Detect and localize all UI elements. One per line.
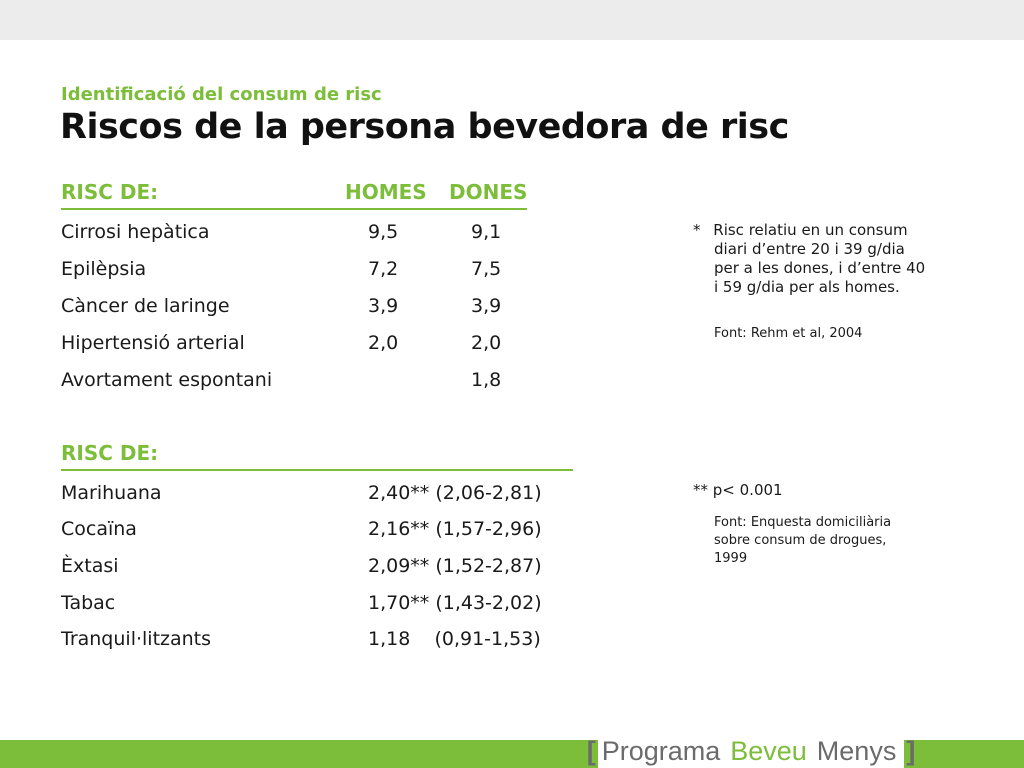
dones-value: 7,5: [471, 258, 502, 280]
table-row: [61, 628, 621, 658]
table-row: [61, 295, 621, 325]
homes-value: 7,2: [368, 258, 399, 280]
table-row: [61, 369, 621, 399]
footnote-mark: *: [693, 221, 701, 239]
risk-value: 2,09** (1,52-2,87): [368, 555, 542, 577]
source-line: sobre consum de drogues,: [714, 533, 887, 548]
table-row: [61, 518, 621, 548]
substance-label: Èxtasi: [61, 555, 119, 577]
substance-label: Tabac: [61, 592, 116, 614]
dones-value: 2,0: [471, 332, 502, 354]
table1-header-underline: [333, 208, 525, 210]
table-row: [61, 555, 621, 585]
footnote-relative-risk: [693, 221, 925, 297]
source-line: 1999: [714, 551, 748, 566]
risk-value: 1,70** (1,43-2,02): [368, 592, 542, 614]
logo-bracket-open: [: [586, 735, 596, 766]
footnote-line: diari d’entre 20 i 39 g/dia: [714, 240, 905, 258]
slide-title: Riscos de la persona bevedora de risc: [60, 107, 789, 147]
dones-value: 9,1: [471, 221, 502, 243]
homes-value: 9,5: [368, 221, 399, 243]
program-logo: [586, 734, 916, 768]
risk-label: Epilèpsia: [61, 258, 147, 280]
logo-word: Menys: [816, 735, 897, 766]
dones-value: 3,9: [471, 295, 502, 317]
slide-subtitle: Identificació del consum de risc: [61, 84, 382, 105]
risk-label: Hipertensió arterial: [61, 332, 245, 354]
top-bar: [0, 0, 1024, 40]
table-row: [61, 332, 621, 362]
table2-header: RISC DE:: [61, 441, 573, 471]
substance-label: Marihuana: [61, 482, 162, 504]
source-citation: Font: Rehm et al, 2004: [714, 326, 863, 341]
table-row: [61, 258, 621, 288]
table1-header: RISC DE:: [61, 180, 333, 210]
footnote-line: Risc relatiu en un consum: [713, 221, 908, 239]
risk-label: Càncer de laringe: [61, 295, 230, 317]
logo-word-accent: Beveu: [730, 735, 807, 766]
risk-label: Cirrosi hepàtica: [61, 221, 210, 243]
logo-word: Programa: [601, 735, 721, 766]
source-line: Font: Enquesta domiciliària: [714, 515, 892, 530]
substance-label: Tranquil·litzants: [61, 628, 212, 650]
table-row: [61, 221, 621, 251]
footnote-line: per a les dones, i d’entre 40: [714, 259, 926, 277]
table-row: [61, 592, 621, 622]
homes-value: 3,9: [368, 295, 399, 317]
risk-value: 2,16** (1,57-2,96): [368, 518, 542, 540]
risk-label: Avortament espontani: [61, 369, 273, 391]
logo-bracket-close: ]: [906, 735, 916, 766]
homes-value: 2,0: [368, 332, 399, 354]
source-citation: [714, 514, 891, 568]
risk-value: 1,18 (0,91-1,53): [368, 628, 541, 650]
col-dones-header: DONES: [449, 180, 527, 210]
footnote-line: i 59 g/dia per als homes.: [714, 278, 900, 296]
footnote-significance: ** p< 0.001: [693, 481, 783, 499]
risk-value: 2,40** (2,06-2,81): [368, 482, 542, 504]
col-homes-header: HOMES: [345, 180, 427, 204]
dones-value: 1,8: [471, 369, 502, 391]
substance-label: Cocaïna: [61, 518, 137, 540]
table-row: [61, 482, 621, 512]
